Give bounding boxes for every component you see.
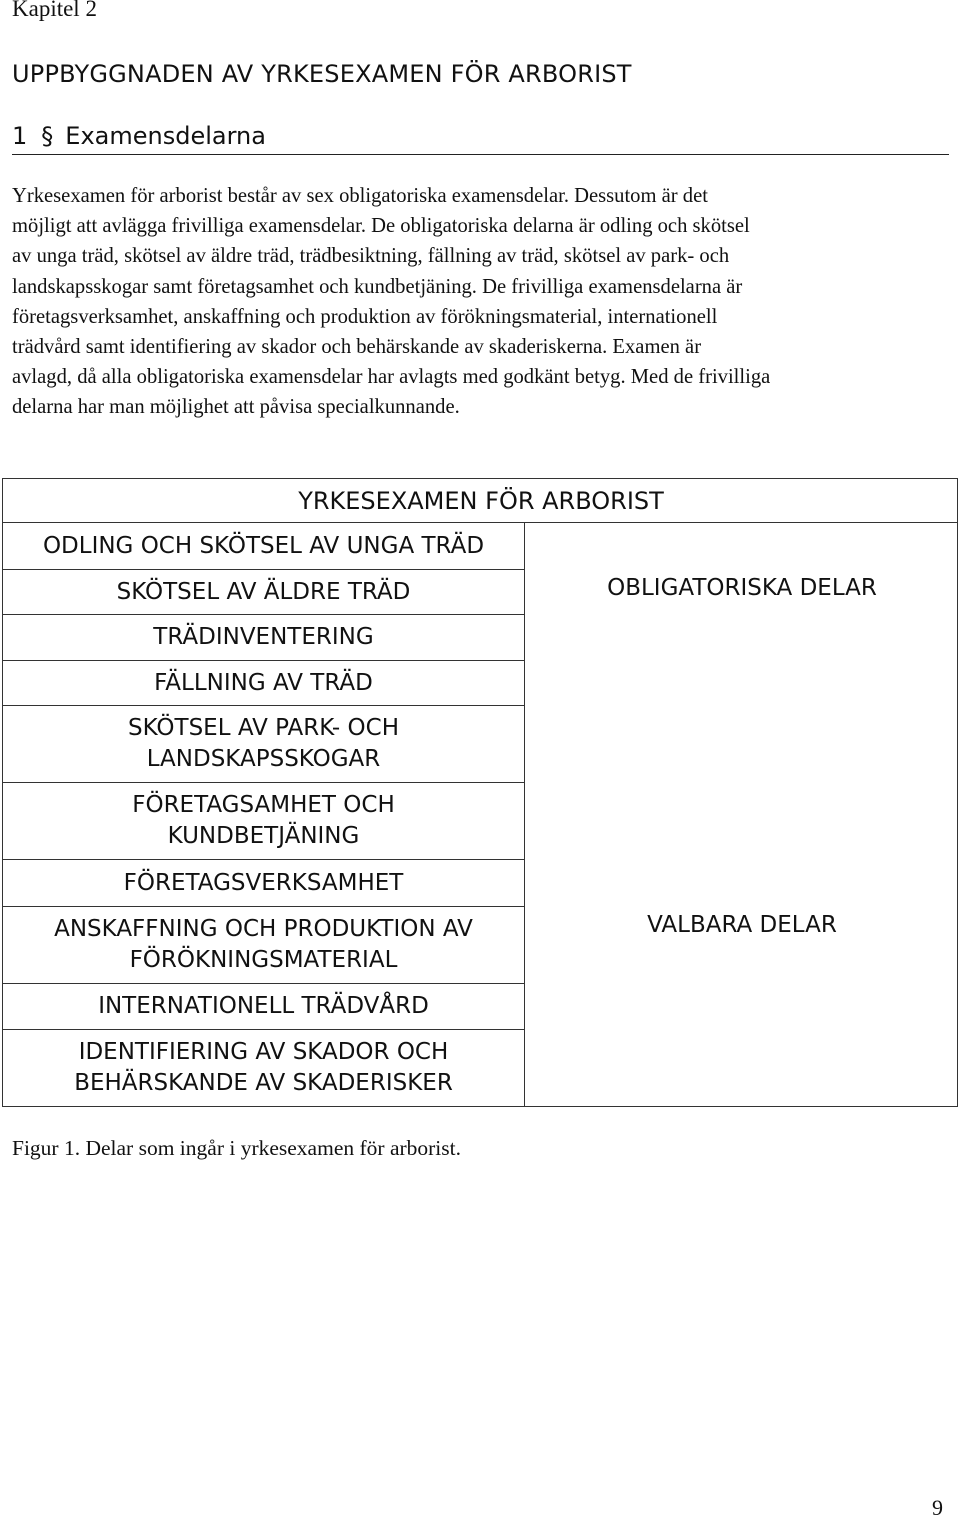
exam-part-label: FÖRETAGSAMHET OCH KUNDBETJÄNING — [132, 792, 395, 849]
section-heading — [12, 122, 949, 155]
optional-parts-label: VALBARA DELAR — [647, 912, 837, 938]
exam-part-cell — [3, 783, 524, 860]
exam-part-label: FÄLLNING AV TRÄD — [154, 669, 373, 696]
exam-parts-column — [3, 523, 525, 1106]
paragraph-line: landskapsskogar samt företagsamhet och kundbetjäning. De frivilliga examensdelarna är — [12, 275, 743, 298]
obligatory-parts-label: OBLIGATORISKA DELAR — [607, 575, 877, 601]
exam-part-cell — [3, 984, 524, 1030]
paragraph-line: av unga träd, skötsel av äldre träd, trädbesiktning, fällning av träd, skötsel av park- och — [12, 245, 730, 268]
exam-part-cell — [3, 523, 524, 570]
page-number: 9 — [932, 1495, 943, 1520]
figure-title-cell — [3, 479, 957, 523]
section-symbol: § — [41, 122, 54, 150]
paragraph-line: Yrkesexamen för arborist består av sex obligatoriska examensdelar. Dessutom är det — [12, 185, 708, 207]
figure-caption: Figur 1. Delar som ingår i yrkesexamen för arborist. — [12, 1136, 461, 1160]
exam-structure-figure — [2, 478, 958, 1107]
section-number: 1 — [12, 122, 28, 150]
paragraph-line: trädvård samt identifiering av skador och behärskande av skaderiskerna. Examen är — [12, 336, 702, 359]
section-title: Examensdelarna — [65, 122, 266, 150]
exam-part-cell — [3, 907, 524, 984]
exam-part-label: IDENTIFIERING AV SKADOR OCH BEHÄRSKANDE AV SKADERISKER — [74, 1039, 453, 1096]
exam-part-label: TRÄDINVENTERING — [153, 624, 374, 650]
body-paragraph — [12, 181, 948, 423]
paragraph-line: möjligt att avlägga frivilliga examensdelar. De obligatoriska delarna är odling och skötsel — [12, 215, 750, 238]
exam-part-label: ODLING OCH SKÖTSEL AV UNGA TRÄD — [42, 532, 485, 559]
exam-part-cell — [3, 661, 524, 706]
exam-part-cell — [3, 1030, 524, 1106]
paragraph-line: företagsverksamhet, anskaffning och produktion av förökningsmaterial, internationell — [12, 305, 718, 328]
paragraph-line: delarna har man möjlighet att påvisa specialkunnande. — [12, 396, 460, 419]
paragraph-line: avlagd, då alla obligatoriska examensdelar har avlagts med godkänt betyg. Med de frivilliga — [12, 366, 771, 389]
chapter-label: Kapitel 2 — [12, 0, 97, 21]
page-heading: UPPBYGGNADEN AV YRKESEXAMEN FÖR ARBORIST — [12, 60, 632, 88]
exam-part-label: INTERNATIONELL TRÄDVÅRD — [98, 993, 429, 1019]
exam-part-cell — [3, 570, 524, 615]
figure-title: YRKESEXAMEN FÖR ARBORIST — [298, 486, 664, 515]
exam-part-label: ANSKAFFNING OCH PRODUKTION AV FÖRÖKNINGSMATERIAL — [54, 916, 473, 973]
exam-part-label: FÖRETAGSVERKSAMHET — [123, 869, 404, 896]
exam-part-label: SKÖTSEL AV PARK- OCH LANDSKAPSSKOGAR — [128, 715, 399, 772]
exam-part-cell — [3, 706, 524, 783]
exam-part-cell — [3, 615, 524, 661]
exam-part-label: SKÖTSEL AV ÄLDRE TRÄD — [116, 578, 411, 605]
exam-part-cell — [3, 860, 524, 907]
